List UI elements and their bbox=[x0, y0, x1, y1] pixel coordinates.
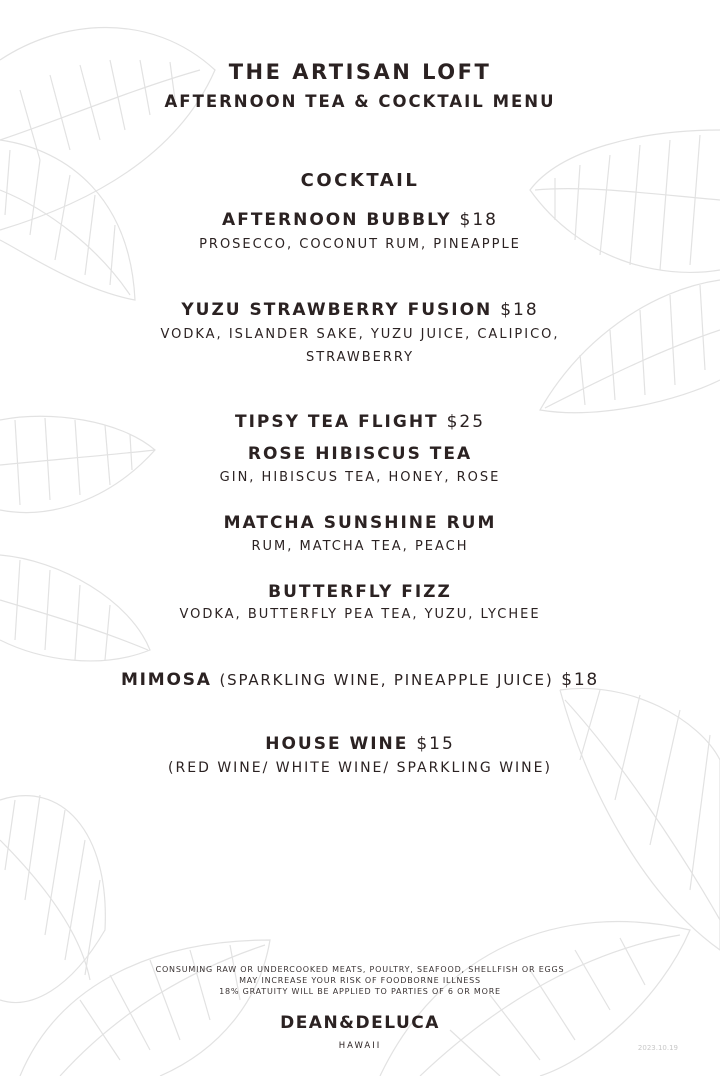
item-name: AFTERNOON BUBBLY bbox=[222, 210, 452, 230]
menu-item-house-wine bbox=[0, 734, 720, 754]
gratuity-notice: 18% GRATUITY WILL BE APPLIED TO PARTIES OF 6 OR MORE bbox=[219, 987, 501, 996]
menu-item-tipsy-tea-flight bbox=[0, 412, 720, 432]
menu-item-afternoon-bubbly bbox=[0, 210, 720, 230]
item-name: TIPSY TEA FLIGHT bbox=[234, 412, 439, 432]
item-description: PROSECCO, COCONUT RUM, PINEAPPLE bbox=[199, 237, 521, 252]
menu-item-mimosa bbox=[0, 670, 720, 690]
item-price: $25 bbox=[446, 412, 486, 432]
print-date: 2023.10.19 bbox=[637, 1044, 678, 1052]
item-name: ROSE HIBISCUS TEA bbox=[247, 444, 473, 464]
item-price: $18 bbox=[459, 210, 498, 230]
item-name: MIMOSA bbox=[120, 670, 212, 690]
food-safety-notice-continued: MAY INCREASE YOUR RISK OF FOODBORNE ILLNESS bbox=[239, 976, 481, 985]
item-description: VODKA, ISLANDER SAKE, YUZU JUICE, CALIPICO, bbox=[160, 327, 560, 342]
menu-item-matcha-sunshine-rum bbox=[0, 513, 720, 533]
brand-logo: DEAN&DELUCA bbox=[280, 1013, 440, 1033]
item-description-continued: STRAWBERRY bbox=[305, 350, 415, 365]
brand-location: HAWAII bbox=[338, 1041, 382, 1051]
section-title-cocktail: COCKTAIL bbox=[300, 170, 420, 191]
item-price: $15 bbox=[416, 734, 455, 754]
menu-item-butterfly-fizz bbox=[0, 582, 720, 602]
item-description: (RED WINE/ WHITE WINE/ SPARKLING WINE) bbox=[168, 760, 552, 776]
item-name: HOUSE WINE bbox=[265, 734, 409, 754]
menu-item-rose-hibiscus-tea bbox=[0, 444, 720, 464]
menu-subtitle: AFTERNOON TEA & COCKTAIL MENU bbox=[164, 92, 556, 111]
item-name: BUTTERFLY FIZZ bbox=[268, 582, 452, 602]
item-description: VODKA, BUTTERFLY PEA TEA, YUZU, LYCHEE bbox=[179, 607, 541, 622]
food-safety-notice: CONSUMING RAW OR UNDERCOOKED MEATS, POULTRY, SEAFOOD, SHELLFISH OR EGGS bbox=[155, 965, 565, 974]
item-price: $18 bbox=[561, 670, 600, 690]
restaurant-title: THE ARTISAN LOFT bbox=[228, 60, 492, 84]
item-price: $18 bbox=[500, 300, 539, 320]
item-description: GIN, HIBISCUS TEA, HONEY, ROSE bbox=[219, 470, 501, 485]
item-detail: (SPARKLING WINE, PINEAPPLE JUICE) bbox=[219, 671, 554, 689]
item-description: RUM, MATCHA TEA, PEACH bbox=[251, 539, 469, 554]
item-name: MATCHA SUNSHINE RUM bbox=[223, 513, 497, 533]
menu-item-yuzu-strawberry-fusion bbox=[0, 300, 720, 320]
item-name: YUZU STRAWBERRY FUSION bbox=[181, 300, 493, 320]
